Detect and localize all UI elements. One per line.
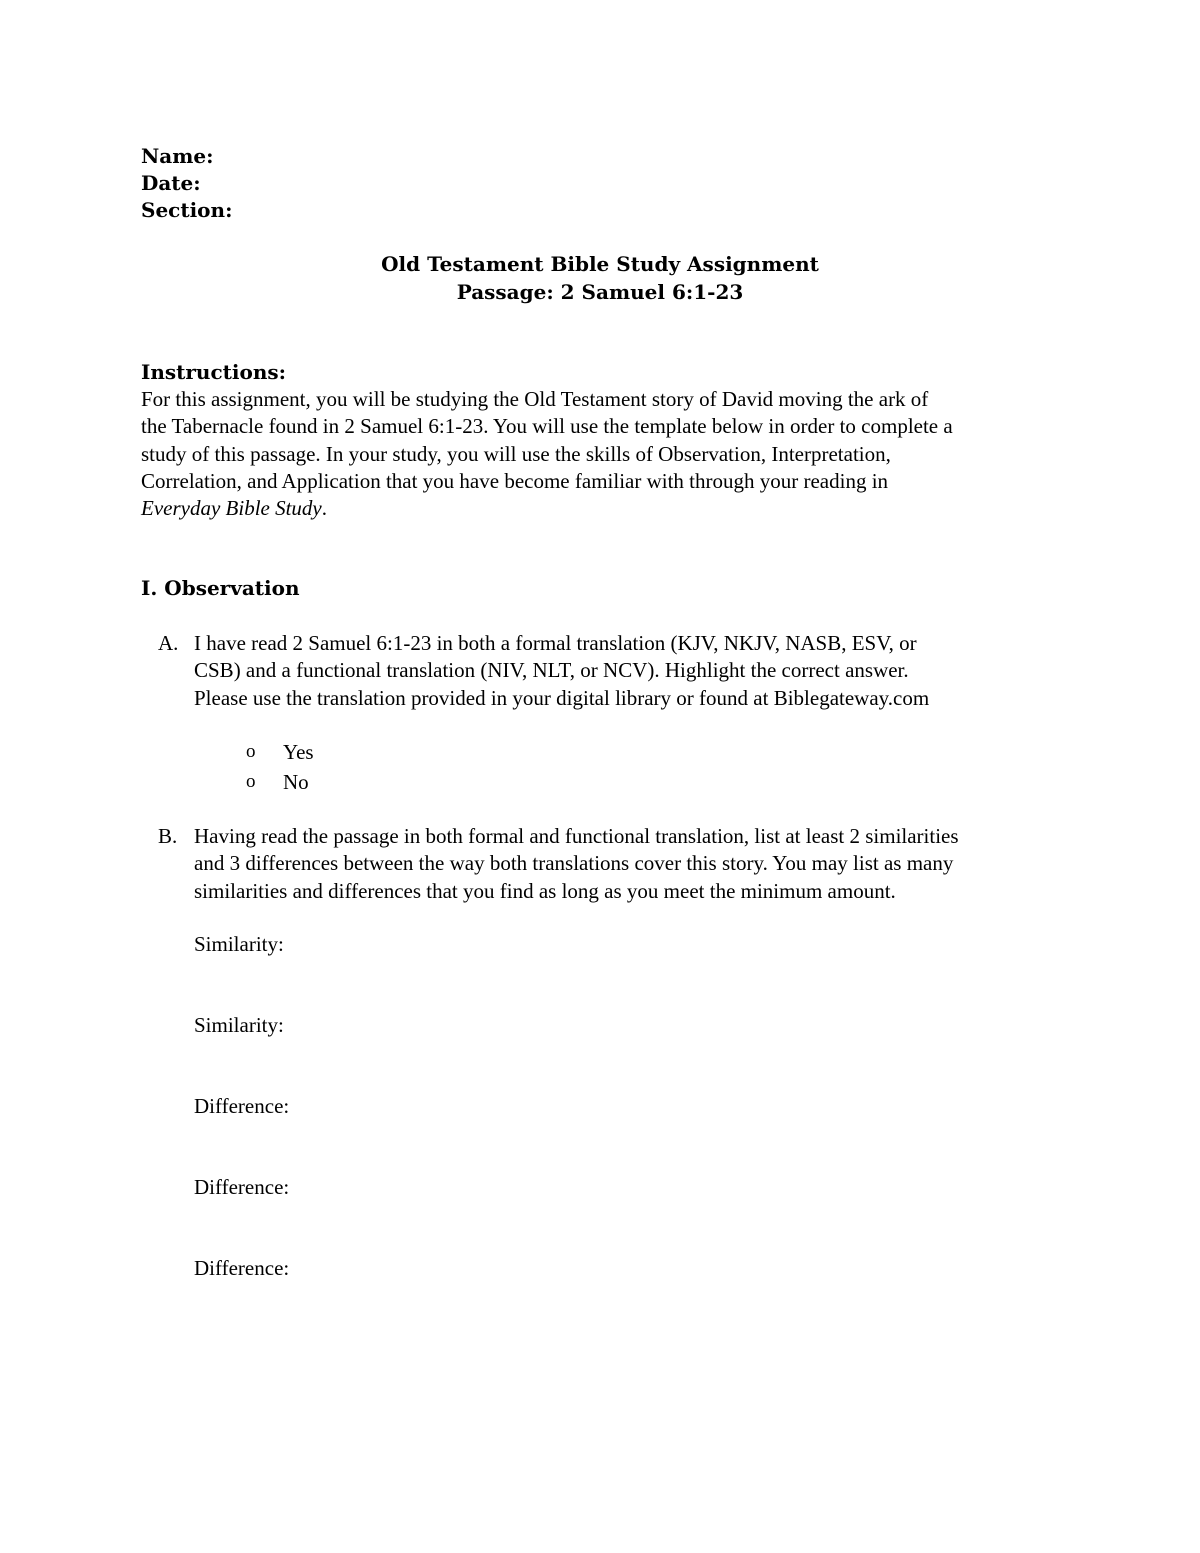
option-label: Yes [283,740,314,764]
date-label: Date: [141,171,201,195]
instructions-line: For this assignment, you will be studying the Old Testament story of David moving the ark of [141,387,929,411]
similarity-field-2: Similarity: [194,1013,284,1037]
item-line: CSB) and a functional translation (NIV, NLT, or NCV). Highlight the correct answer. [194,658,909,683]
difference-field-1: Difference: [194,1094,290,1118]
item-line: and 3 differences between the way both translations cover this story. You may list as many [194,851,954,876]
student-info-block [141,143,232,224]
list-marker: B. [158,824,178,848]
similarity-field-1: Similarity: [194,932,284,956]
bullet-icon: o [246,741,256,762]
list-item-text [194,823,1094,905]
bullet-icon: o [246,771,256,792]
list-marker: A. [158,631,179,655]
list-item-text [194,630,1094,712]
section-label: Section: [141,198,233,222]
instructions-line: Correlation, and Application that you have become familiar with through your reading in [141,468,889,493]
difference-field-2: Difference: [194,1175,290,1199]
item-line: similarities and differences that you find as long as you meet the minimum amount. [194,878,896,903]
name-label: Name: [141,144,214,168]
option-label: No [283,770,309,794]
instructions-paragraph [141,386,1081,522]
instructions-line: study of this passage. In your study, you will use the skills of Observation, Interpretation, [141,441,891,466]
book-title: Everyday Bible Study [141,496,322,521]
document-title [0,250,1200,306]
item-line: Having read the passage in both formal and functional translation, list at least 2 similarities [194,824,959,848]
difference-field-3: Difference: [194,1256,290,1280]
passage-title: Passage: 2 Samuel 6:1-23 [456,280,744,304]
item-line: Please use the translation provided in your digital library or found at Biblegateway.com [194,685,930,710]
instructions-line: the Tabernacle found in 2 Samuel 6:1-23. You will use the template below in order to complete a [141,414,953,439]
assignment-title: Old Testament Bible Study Assignment [381,252,819,276]
observation-heading: I. Observation [141,576,300,600]
instructions-heading: Instructions: [141,360,287,384]
instructions-last-line [141,495,1081,522]
item-line: I have read 2 Samuel 6:1-23 in both a formal translation (KJV, NKJV, NASB, ESV, or [194,631,917,655]
end-punctuation: . [321,496,328,521]
